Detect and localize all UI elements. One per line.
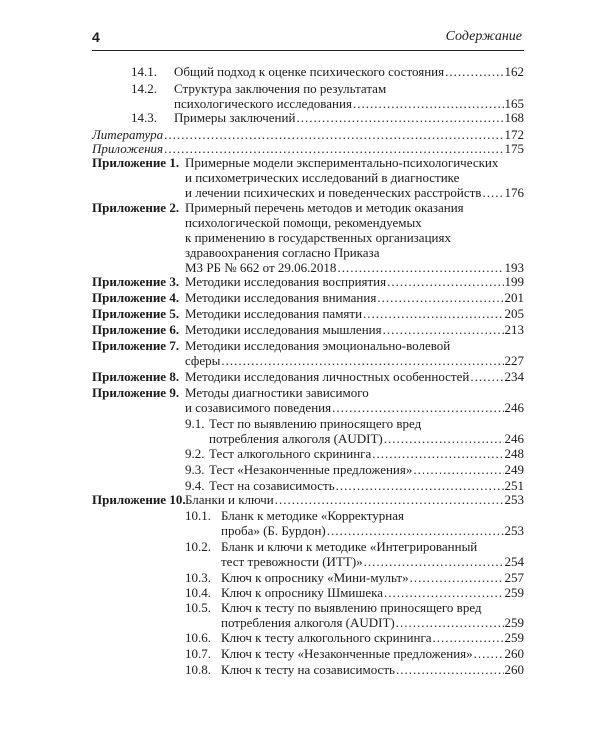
appendix-label: Приложение 1. <box>92 155 180 170</box>
page-ref: 172 <box>504 127 524 142</box>
entry-title-line: Методы диагностики зависимого <box>185 385 369 400</box>
page-ref: 246 <box>504 400 524 415</box>
entry-title-line: здравоохранения согласно Приказа <box>185 245 380 260</box>
dot-leader <box>327 523 504 538</box>
section-number: 14.1. <box>131 64 157 79</box>
entry-title-line: Примеры заключений <box>174 110 296 125</box>
entry-title-line: Методики исследования восприятия <box>185 274 387 289</box>
entry-title-line: сферы <box>185 353 221 368</box>
section-number: 10.8. <box>185 662 211 677</box>
entry-leader-row <box>185 274 524 289</box>
entry-leader-row <box>209 478 524 493</box>
entry-leader-row <box>221 570 524 585</box>
dot-leader <box>387 274 503 289</box>
page-ref: 205 <box>504 306 524 321</box>
section-number: 9.1. <box>185 416 205 431</box>
entry-leader-row <box>92 141 524 156</box>
page-ref: 248 <box>504 446 524 461</box>
section-number: 10.7. <box>185 646 211 661</box>
entry-title-line: и психометрических исследований в диагностике <box>185 170 460 185</box>
entry-leader-row <box>185 353 524 368</box>
page-ref: 193 <box>504 260 524 275</box>
entry-title-line: потребления алкоголя (AUDIT) <box>209 431 383 446</box>
entry-title-line: Бланки и ключи <box>185 492 274 507</box>
entry-leader-row <box>92 127 524 142</box>
dot-leader <box>396 662 504 677</box>
entry-title-line: МЗ РБ № 662 от 29.06.2018 <box>185 260 337 275</box>
entry-title-line: потребления алкоголя (AUDIT) <box>221 615 395 630</box>
page-ref: 199 <box>504 274 524 289</box>
section-number: 10.6. <box>185 630 211 645</box>
dot-leader <box>164 141 503 156</box>
dot-leader <box>482 185 503 200</box>
page-ref: 162 <box>504 64 524 79</box>
entry-title-line: психологического исследования <box>174 96 352 111</box>
dot-leader <box>372 446 503 461</box>
appendix-label: Приложение 5. <box>92 306 180 321</box>
dot-leader <box>221 353 503 368</box>
appendix-label: Приложение 10. <box>92 492 186 507</box>
appendix-label: Приложение 2. <box>92 200 180 215</box>
entry-leader-row <box>221 662 524 677</box>
section-number: 9.2. <box>185 446 205 461</box>
entry-title-line: Общий подход к оценке психического состояния <box>174 64 445 79</box>
dot-leader <box>363 306 503 321</box>
entry-title-line: Примерные модели экспериментально-психологических <box>185 155 499 170</box>
page-ref: 260 <box>504 646 524 661</box>
section-number: 10.1. <box>185 508 211 523</box>
dot-leader <box>377 290 503 305</box>
entry-leader-row <box>221 615 524 630</box>
entry-title-line: и лечении психических и поведенческих расстройств <box>185 185 482 200</box>
dot-leader <box>164 127 503 142</box>
entry-leader-row <box>174 64 524 79</box>
page-ref: 201 <box>504 290 524 305</box>
entry-leader-row <box>185 492 524 507</box>
entry-title-line: Структура заключения по результатам <box>174 81 387 96</box>
appendix-label: Приложение 8. <box>92 369 180 384</box>
entry-title-line: Тест по выявлению приносящего вред <box>209 416 422 431</box>
page-ref: 253 <box>504 523 524 538</box>
section-number: 10.2. <box>185 539 211 554</box>
section-number: 9.3. <box>185 462 205 477</box>
entry-title-line: Методики исследования личностных особенностей <box>185 369 470 384</box>
dot-leader <box>470 369 503 384</box>
page-ref: 260 <box>504 662 524 677</box>
entry-title-line: к применению в государственных организациях <box>185 230 451 245</box>
entry-title-line: психологической помощи, рекомендуемых <box>185 215 422 230</box>
entry-leader-row <box>221 585 524 600</box>
entry-leader-row <box>185 260 524 275</box>
entry-leader-row <box>185 185 524 200</box>
page-ref: 253 <box>504 492 524 507</box>
entry-title-line: Ключ к опроснику «Мини-мульт» <box>221 570 409 585</box>
page-ref: 234 <box>504 369 524 384</box>
section-number: 9.4. <box>185 478 205 493</box>
entry-leader-row <box>185 400 524 415</box>
entry-title-line: Ключ к тесту «Незаконченные предложения» <box>221 646 473 661</box>
page-ref: 257 <box>504 570 524 585</box>
appendix-label: Приложение 6. <box>92 322 180 337</box>
dot-leader <box>445 64 503 79</box>
entry-title-line: Бланк и ключи к методике «Интегрированный <box>221 539 478 554</box>
dot-leader <box>336 478 504 493</box>
dot-leader <box>396 615 504 630</box>
entry-title-line: проба» (Б. Бурдон) <box>221 523 326 538</box>
page-ref: 259 <box>504 630 524 645</box>
appendix-label: Приложение 3. <box>92 274 180 289</box>
entry-leader-row <box>185 290 524 305</box>
entry-title-line: тест тревожности (ИТТ)» <box>221 554 363 569</box>
entry-leader-row <box>185 369 524 384</box>
section-number: 14.2. <box>131 81 157 96</box>
section-number: 10.5. <box>185 600 211 615</box>
entry-title-line: Методики исследования эмоционально-волевой <box>185 338 451 353</box>
entry-title-line: Ключ к тесту по выявлению приносящего вред <box>221 600 482 615</box>
entry-leader-row <box>209 446 524 461</box>
page-number: 4 <box>92 29 100 45</box>
entry-leader-row <box>185 322 524 337</box>
page-ref: 175 <box>504 141 524 156</box>
dot-leader <box>275 492 504 507</box>
entry-title-line: Методики исследования памяти <box>185 306 363 321</box>
entry-title-line: Тест «Незаконченные предложения» <box>209 462 413 477</box>
entry-title-line: Ключ к опроснику Шмишека <box>221 585 384 600</box>
appendix-label: Приложение 4. <box>92 290 180 305</box>
page-ref: 246 <box>504 431 524 446</box>
entry-leader-row <box>174 110 524 125</box>
entry-leader-row <box>185 306 524 321</box>
page-ref: 259 <box>504 615 524 630</box>
entry-title-line: Ключ к тесту на созависимость <box>221 662 395 677</box>
dot-leader <box>413 462 503 477</box>
entry-leader-row <box>174 96 524 111</box>
entry-title-line: Методики исследования мышления <box>185 322 382 337</box>
entry-title-line: Бланк к методике «Корректурная <box>221 508 405 523</box>
dot-leader <box>383 322 504 337</box>
appendix-label: Приложение 9. <box>92 385 180 400</box>
entry-title-line: и созависимого поведения <box>185 400 332 415</box>
entry-leader-row <box>209 462 524 477</box>
entry-title-line: Приложения <box>92 141 164 156</box>
page-ref: 168 <box>504 110 524 125</box>
dot-leader <box>384 431 504 446</box>
page-ref: 249 <box>504 462 524 477</box>
dot-leader <box>433 630 504 645</box>
page-ref: 176 <box>504 185 524 200</box>
entry-title-line: Литература <box>92 127 164 142</box>
entry-leader-row <box>221 554 524 569</box>
dot-leader <box>353 96 504 111</box>
dot-leader <box>337 260 503 275</box>
dot-leader <box>332 400 503 415</box>
running-head: Содержание <box>445 29 522 44</box>
entry-leader-row <box>209 431 524 446</box>
dot-leader <box>384 585 503 600</box>
entry-title-line: Ключ к тесту алкогольного скрининга <box>221 630 432 645</box>
entry-title-line: Методики исследования внимания <box>185 290 377 305</box>
page-ref: 251 <box>504 478 524 493</box>
entry-title-line: Тест алкогольного скрининга <box>209 446 372 461</box>
entry-title-line: Примерный перечень методов и методик оказания <box>185 200 464 215</box>
page-ref: 227 <box>504 353 524 368</box>
entry-title-line: Тест на созависимость <box>209 478 335 493</box>
entry-leader-row <box>221 523 524 538</box>
section-number: 10.3. <box>185 570 211 585</box>
page-ref: 254 <box>504 554 524 569</box>
dot-leader <box>410 570 504 585</box>
dot-leader <box>474 646 504 661</box>
page-ref: 259 <box>504 585 524 600</box>
dot-leader <box>296 110 503 125</box>
section-number: 14.3. <box>131 110 157 125</box>
page-ref: 213 <box>504 322 524 337</box>
entry-leader-row <box>221 646 524 661</box>
dot-leader <box>364 554 504 569</box>
page-ref: 165 <box>504 96 524 111</box>
appendix-label: Приложение 7. <box>92 338 180 353</box>
section-number: 10.4. <box>185 585 211 600</box>
entry-leader-row <box>221 630 524 645</box>
